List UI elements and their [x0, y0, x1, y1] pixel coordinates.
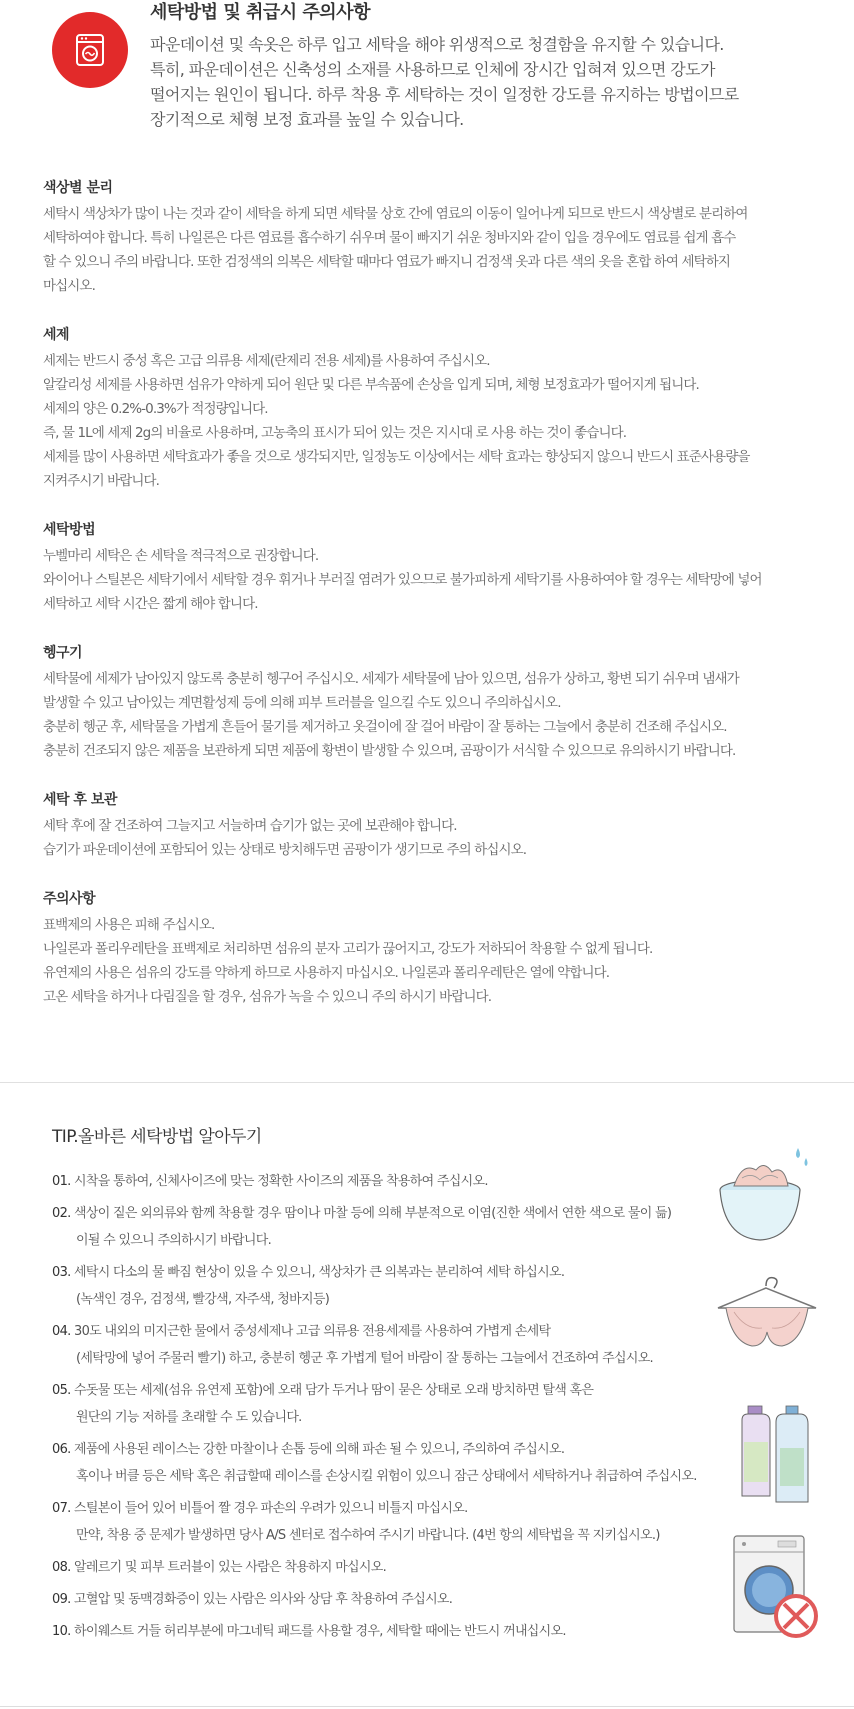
bottom-divider: [0, 1706, 854, 1707]
section-text-line: 세제의 양은 0.2%-0.3%가 적정량입니다.: [43, 401, 268, 417]
tip-row: [52, 1436, 742, 1463]
section-text-line: 고온 세탁을 하거나 다림질을 할 경우, 섬유가 녹을 수 있으니 주의 하시기 바랍니다.: [43, 989, 492, 1005]
tip-item: [52, 1586, 742, 1613]
tip-text: 색상이 짙은 외의류와 함께 착용할 경우 땀이나 마찰 등에 의해 부분적으로 이염(진한 색에서 연한 색으로 물이 듦): [74, 1206, 672, 1221]
intro-line: 떨어지는 원인이 됩니다. 하루 착용 후 세탁하는 것이 일정한 강도를 유지하는 방법이므로: [150, 85, 739, 104]
care-section: [43, 520, 833, 616]
tip-text: 스틸본이 들어 있어 비틀어 짤 경우 파손의 우려가 있으니 비틀지 마십시오.: [74, 1501, 468, 1516]
washing-machine-badge: [52, 12, 128, 88]
bra-hanger-icon: [712, 1272, 822, 1362]
tip-continuation: (세탁망에 넣어 주물러 빨기) 하고, 충분히 헹군 후 가볍게 털어 바람이 잘 통하는 그늘에서 건조하여 주십시오.: [76, 1351, 653, 1366]
intro-line: 파운데이션 및 속옷은 하루 입고 세탁을 해야 위생적으로 청결함을 유지할 수 있습니다.: [150, 35, 724, 54]
section-text-line: 즉, 물 1L에 세제 2g의 비율로 사용하며, 고농축의 표시가 되어 있는 것은 지시대 로 사용 하는 것이 좋습니다.: [43, 425, 627, 441]
tip-item: [52, 1377, 742, 1431]
tip-text: 세탁시 다소의 물 빠짐 현상이 있을 수 있으니, 색상차가 큰 의복과는 분리하여 세탁 하십시오.: [74, 1265, 565, 1280]
tip-continuation: (녹색인 경우, 검정색, 빨강색, 자주색, 청바지등): [76, 1292, 330, 1307]
care-section: [43, 325, 833, 493]
header: [52, 0, 842, 140]
section-text-line: 습기가 파운데이션에 포함되어 있는 상태로 방치해두면 곰팡이가 생기므로 주의 하십시오.: [43, 842, 527, 858]
tip-row: [52, 1554, 742, 1581]
section-text-line: 알칼리성 세제를 사용하면 섬유가 약하게 되어 원단 및 다른 부속품에 손상을 입게 되며, 체형 보정효과가 떨어지게 됩니다.: [43, 377, 699, 393]
tip-number: 07.: [52, 1501, 71, 1516]
tip-row: [52, 1259, 742, 1286]
section-text-line: 와이어나 스틸본은 세탁기에서 세탁할 경우 휘거나 부러질 염려가 있으므로 불가피하게 세탁기를 사용하여야 할 경우는 세탁망에 넣어: [43, 572, 762, 588]
tip-list: [52, 1168, 742, 1650]
section-text-line: 표백제의 사용은 피해 주십시오.: [43, 917, 215, 933]
tip-text: 알레르기 및 피부 트러블이 있는 사람은 착용하지 마십시오.: [74, 1560, 387, 1575]
page-title: 세탁방법 및 취급시 주의사항: [150, 2, 370, 23]
section-text-line: 누벨마리 세탁은 손 세탁을 적극적으로 권장합니다.: [43, 548, 319, 564]
tip-continuation: 혹이나 버클 등은 세탁 혹은 취급할때 레이스를 손상시킬 위험이 있으니 잠근 상태에서 세탁하거나 취급하여 주십시오.: [76, 1469, 697, 1484]
tip-row: [52, 1495, 742, 1522]
tip-number: 02.: [52, 1206, 71, 1221]
tip-item: [52, 1318, 742, 1372]
tip-number: 06.: [52, 1442, 71, 1457]
section-text-line: 유연제의 사용은 섬유의 강도를 약하게 하므로 사용하지 마십시오. 나일론과 폴리우레탄은 열에 약합니다.: [43, 965, 610, 981]
care-section: [43, 889, 833, 1009]
tip-number: 04.: [52, 1324, 71, 1339]
intro-line: 장기적으로 체형 보정 효과를 높일 수 있습니다.: [150, 110, 464, 129]
section-text-line: 세탁 후에 잘 건조하여 그늘지고 서늘하며 습기가 없는 곳에 보관해야 합니다.: [43, 818, 457, 834]
tip-row: [52, 1318, 742, 1345]
section-title: 헹구기: [43, 645, 83, 661]
section-title: 주의사항: [43, 891, 96, 907]
section-text-line: 충분히 헹군 후, 세탁물을 가볍게 흔들어 물기를 제거하고 옷걸이에 잘 걸어 바람이 잘 통하는 그늘에서 충분히 건조해 주십시오.: [43, 719, 727, 735]
tip-row: [52, 1168, 742, 1195]
no-washing-machine-icon: [728, 1532, 824, 1642]
tip-number: 01.: [52, 1174, 71, 1189]
tip-item: [52, 1259, 742, 1313]
tip-row: [52, 1586, 742, 1613]
tip-continuation: 이될 수 있으니 주의하시기 바랍니다.: [76, 1233, 272, 1248]
washing-basin-icon: [712, 1142, 812, 1250]
section-text-line: 세탁하고 세탁 시간은 짧게 해야 합니다.: [43, 596, 258, 612]
care-section: [43, 643, 833, 763]
intro-text: [150, 32, 830, 132]
tip-text: 30도 내외의 미지근한 물에서 중성세제나 고급 의류용 전용세제를 사용하여 가볍게 손세탁: [74, 1324, 551, 1339]
section-text-line: 세제는 반드시 중성 혹은 고급 의류용 세제(란제리 전용 세제)를 사용하여 주십시오.: [43, 353, 490, 369]
section-title: 색상별 분리: [43, 180, 113, 196]
tip-text: 제품에 사용된 레이스는 강한 마찰이나 손톱 등에 의해 파손 될 수 있으니, 주의하여 주십시오.: [74, 1442, 565, 1457]
section-title: 세탁 후 보관: [43, 792, 117, 808]
section-text-line: 세탁시 색상차가 많이 나는 것과 같이 세탁을 하게 되면 세탁물 상호 간에 염료의 이동이 일어나게 되므로 반드시 색상별로 분리하여: [43, 206, 748, 222]
section-text-line: 마십시오.: [43, 278, 95, 294]
section-text-line: 세제를 많이 사용하면 세탁효과가 좋을 것으로 생각되지만, 일정농도 이상에서는 세탁 효과는 향상되지 않으니 반드시 표준사용량을: [43, 449, 750, 465]
care-section: [43, 178, 833, 298]
section-text-line: 할 수 있으니 주의 바랍니다. 또한 검정색의 의복은 세탁할 때마다 염료가 빠지니 검정색 옷과 다른 색의 옷을 혼합 하여 세탁하지: [43, 254, 731, 270]
tip-text: 시착을 통하여, 신체사이즈에 맞는 정확한 사이즈의 제품을 착용하여 주십시오.: [74, 1174, 488, 1189]
tip-text: 하이웨스트 거들 허리부분에 마그네틱 패드를 사용할 경우, 세탁할 때에는 반드시 꺼내십시오.: [74, 1624, 566, 1639]
section-divider: [0, 1082, 854, 1083]
tip-text: 고혈압 및 동맥경화증이 있는 사람은 의사와 상담 후 착용하여 주십시오.: [74, 1592, 453, 1607]
tip-title: TIP.올바른 세탁방법 알아두기: [52, 1127, 262, 1147]
section-text-line: 충분히 건조되지 않은 제품을 보관하게 되면 제품에 황변이 발생할 수 있으며, 곰팡이가 서식할 수 있으므로 유의하시기 바랍니다.: [43, 743, 736, 759]
tip-row: [52, 1618, 742, 1645]
tip-item: [52, 1200, 742, 1254]
section-text-line: 세탁하여야 합니다. 특히 나일론은 다른 염료를 흡수하기 쉬우며 물이 빠지기 쉬운 청바지와 같이 입을 경우에도 염료를 쉽게 흡수: [43, 230, 736, 246]
tip-continuation: 원단의 기능 저하를 초래할 수 도 있습니다.: [76, 1410, 302, 1425]
intro-line: 특히, 파운데이션은 신축성의 소재를 사용하므로 인체에 장시간 입혀져 있으면 강도가: [150, 60, 715, 79]
section-text-line: 나일론과 폴리우레탄을 표백제로 처리하면 섬유의 분자 고리가 끊어지고, 강도가 저하되어 착용할 수 없게 됩니다.: [43, 941, 653, 957]
tip-item: [52, 1495, 742, 1549]
care-sections: [43, 178, 833, 1036]
tip-number: 10.: [52, 1624, 71, 1639]
tip-row: [52, 1200, 742, 1227]
tip-item: [52, 1436, 742, 1490]
washing-machine-icon: [70, 30, 110, 70]
tip-number: 03.: [52, 1265, 71, 1280]
section-text-line: 세탁물에 세제가 남아있지 않도록 충분히 헹구어 주십시오. 세제가 세탁물에 남아 있으면, 섬유가 상하고, 황변 되기 쉬우며 냄새가: [43, 671, 739, 687]
section-title: 세탁방법: [43, 522, 96, 538]
tip-item: [52, 1554, 742, 1581]
tip-item: [52, 1168, 742, 1195]
tip-number: 05.: [52, 1383, 71, 1398]
care-section: [43, 790, 833, 862]
tip-continuation: 만약, 착용 중 문제가 발생하면 당사 A/S 센터로 접수하여 주시기 바랍니다. (4번 항의 세탁법을 꼭 지키십시오.): [76, 1528, 660, 1543]
detergent-bottles-icon: [736, 1402, 816, 1512]
section-title: 세제: [43, 327, 70, 343]
tip-number: 08.: [52, 1560, 71, 1575]
section-text-line: 발생할 수 있고 남아있는 계면활성제 등에 의해 피부 트러블을 일으킬 수도 있으니 주의하십시오.: [43, 695, 561, 711]
tip-row: [52, 1377, 742, 1404]
tip-number: 09.: [52, 1592, 71, 1607]
tip-text: 수돗물 또는 세제(섬유 유연제 포함)에 오래 담가 두거나 땀이 묻은 상태로 오래 방치하면 탈색 혹은: [74, 1383, 594, 1398]
tip-item: [52, 1618, 742, 1645]
section-text-line: 지켜주시기 바랍니다.: [43, 473, 160, 489]
